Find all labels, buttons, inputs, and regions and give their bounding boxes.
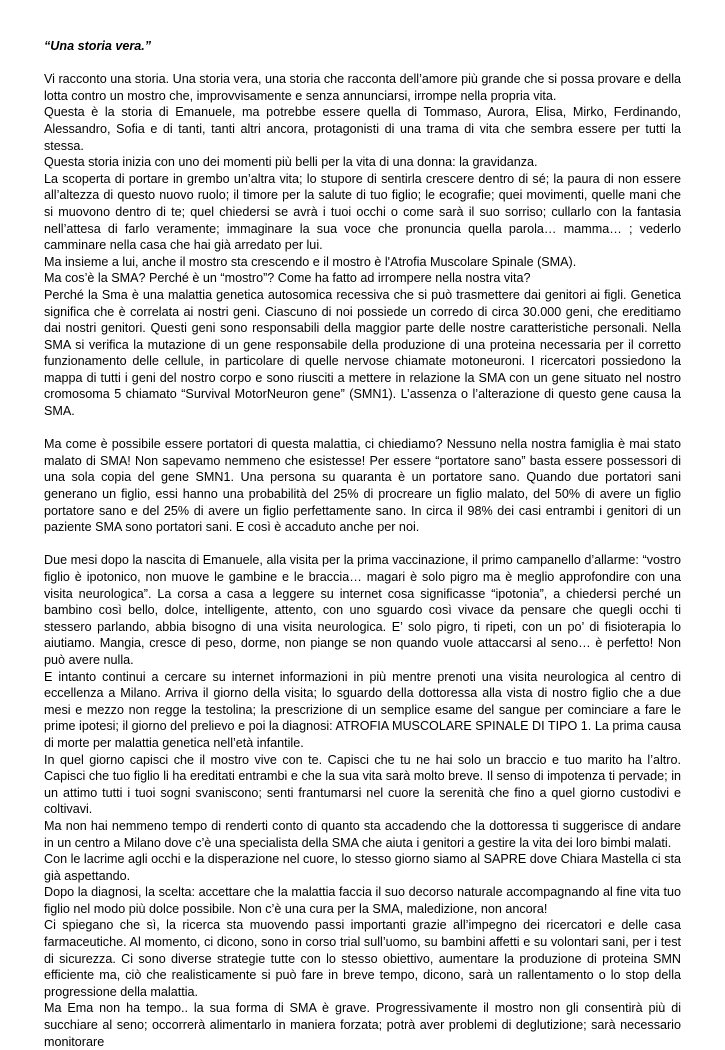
document-page — [44, 38, 681, 1050]
paragraph-spacer — [44, 536, 681, 553]
document-title: “Una storia vera.” — [44, 39, 152, 53]
paragraph: Ma non hai nemmeno tempo di renderti conto di quanto sta accadendo che la dottoressa ti suggerisce di andare in un centro a Milano dove c’è una specialista della SMA che aiuta i genitori a gestire la vita dei loro bimbi malati. — [44, 818, 681, 850]
paragraph: Vi racconto una storia. Una storia vera, una storia che racconta dell’amore più grande che si possa provare e della lotta contro un mostro che, improvvisamente e senza annunciarsi, irrompe nella propria vita. — [44, 72, 681, 103]
paragraph-spacer — [44, 420, 681, 437]
paragraph: Perché la Sma è una malattia genetica autosomica recessiva che si può trasmettere dai genitori ai figli. Genetica significa che è correlata ai nostri geni. Ciascuno di noi possiede un corredo di circa 30.000 geni, che ereditiamo dai nostri genitori. Questi geni sono responsabili della maggior parte delle nostre caratteristiche personali. Nella SMA si verifica la mutazione di un gene responsabile della produzione di una proteina necessaria per il corretto funzionamento delle cellule, in particolare di quelle nervose chiamate motoneuroni. I ricercatori possiedono la mappa di tutti i geni del nostro corpo e sono riusciti a mettere in relazione la SMA con un gene situato nel nostro cromosoma 5 chiamato “Survival MotorNeuron gene” (SMN1). L’assenza o l’alterazione di questo gene causa la SMA. — [44, 287, 681, 419]
paragraph: In quel giorno capisci che il mostro vive con te. Capisci che tu ne hai solo un braccio e tuo marito ha l’altro. Capisci che tuo figlio li ha ereditati entrambi e che la sua vita sarà molto breve. Il senso di impotenza ti pervade; in un attimo tutti i tuoi sogni svaniscono; senti frantumarsi nel cuore la serenità che fino a quel giorno custodivi e coltivavi. — [44, 752, 681, 817]
paragraph: Ma Ema non ha tempo.. la sua forma di SMA è grave. Progressivamente il mostro non gli consentirà più di succhiare al seno; occorrerà alimentarlo in maniera forzata; potrà aver problemi di deglutizione; sarà necessario monitorare — [44, 1001, 681, 1049]
paragraph: Ma come è possibile essere portatori di questa malattia, ci chiediamo? Nessuno nella nostra famiglia è mai stato malato di SMA! Non sapevamo nemmeno che esistesse! Per essere “portatore sano” basta essere possessori di una sola copia del gene SMN1. Una persona su quaranta è un portatore sano. Quando due portatori sani generano un figlio, essi hanno una probabilità del 25% di procreare un figlio malato, del 50% di avere un figlio portatore sano e del 25% di avere un figlio perfettamente sano. In circa il 98% dei casi entrambi i genitori di un paziente SMA sono portatori sani. E così è accaduto anche per noi. — [44, 437, 681, 535]
paragraph: Dopo la diagnosi, la scelta: accettare che la malattia faccia il suo decorso naturale accompagnando al fine vita tuo figlio nel modo più dolce possibile. Non c’è una cura per la SMA, maledizione, non ancora! — [44, 885, 681, 916]
paragraph: Questa storia inizia con uno dei momenti più belli per la vita di una donna: la gravidanza. — [44, 155, 538, 170]
paragraph: Con le lacrime agli occhi e la disperazione nel cuore, lo stesso giorno siamo al SAPRE dove Chiara Mastella ci sta già aspettando. — [44, 852, 681, 883]
paragraph: Ma insieme a lui, anche il mostro sta crescendo e il mostro è l'Atrofia Muscolare Spinale (SMA). — [44, 254, 577, 269]
document-body — [44, 71, 681, 1050]
paragraph: La scoperta di portare in grembo un’altra vita; lo stupore di sentirla crescere dentro di sé; la paura di non essere all’altezza di questo nuovo ruolo; il timore per la salute di tuo figlio; le ecografie; quei movimenti, quelle mani che si muovono dentro di te; quel chiedersi se avrà i tuoi occhi o come sarà il suo sorriso; cullarlo con la fantasia nell’attesa di farlo veramente; immaginare la sua voce che pronuncia quella parola… mamma… ; vederlo camminare nella casa che hai già arredato per lui. — [44, 171, 681, 253]
paragraph: Ci spiegano che sì, la ricerca sta muovendo passi importanti grazie all’impegno dei ricercatori e delle casa farmaceutiche. Al momento, ci dicono, sono in corso trial sull’uomo, su bambini affetti e su volontari sani, per i test di sicurezza. Ci sono diverse strategie tutte con lo stesso obiettivo, aumentare la produzione di proteina SMN efficiente ma, ciò che realisticamente si può fare in breve tempo, dicono, sarà un rallentamento o lo stop della progressione della malattia. — [44, 918, 681, 999]
paragraph: Due mesi dopo la nascita di Emanuele, alla visita per la prima vaccinazione, il primo campanello d’allarme: “vostro figlio è ipotonico, non muove le gambine e le braccia… magari è solo pigro ma è meglio approfondire con una visita neurologica”. La corsa a casa a leggere su internet cosa significasse “ipotonia”, a chiedersi perché un bambino così bello, dolce, intelligente, attento, con uno sguardo così vivace da pensare che quegli occhi ti stessero parlando, abbia bisogno di una visita neurologica. E’ solo pigro, ti ripeti, con un po’ di fisioterapia lo aiutiamo. Mangia, cresce di peso, dorme, non piange se non quando vuole attaccarsi al seno… è perfetto! Non può avere nulla. — [44, 553, 681, 667]
paragraph: E intanto continui a cercare su internet informazioni in più mentre prenoti una visita neurologica al centro di eccellenza a Milano. Arriva il giorno della visita; lo sguardo della dottoressa alla vista di nostro figlio che a due mesi e mezzo non regge la testolina; la prescrizione di un semplice esame del sangue per cominciare a fare le prime ipotesi; il giorno del prelievo e poi la diagnosi: ATROFIA MUSCOLARE SPINALE DI TIPO 1. La prima causa di morte per malattia genetica nell’età infantile. — [44, 669, 681, 750]
paragraph: Questa è la storia di Emanuele, ma potrebbe essere quella di Tommaso, Aurora, Elisa, Mirko, Ferdinando, Alessandro, Sofia e di tanti, tanti altri ancora, protagonisti di una trama di vita che sembra essere per tutti la stessa. — [44, 105, 681, 153]
paragraph: Ma cos’è la SMA? Perché è un “mostro”? Come ha fatto ad irrompere nella nostra vita? — [44, 271, 531, 286]
